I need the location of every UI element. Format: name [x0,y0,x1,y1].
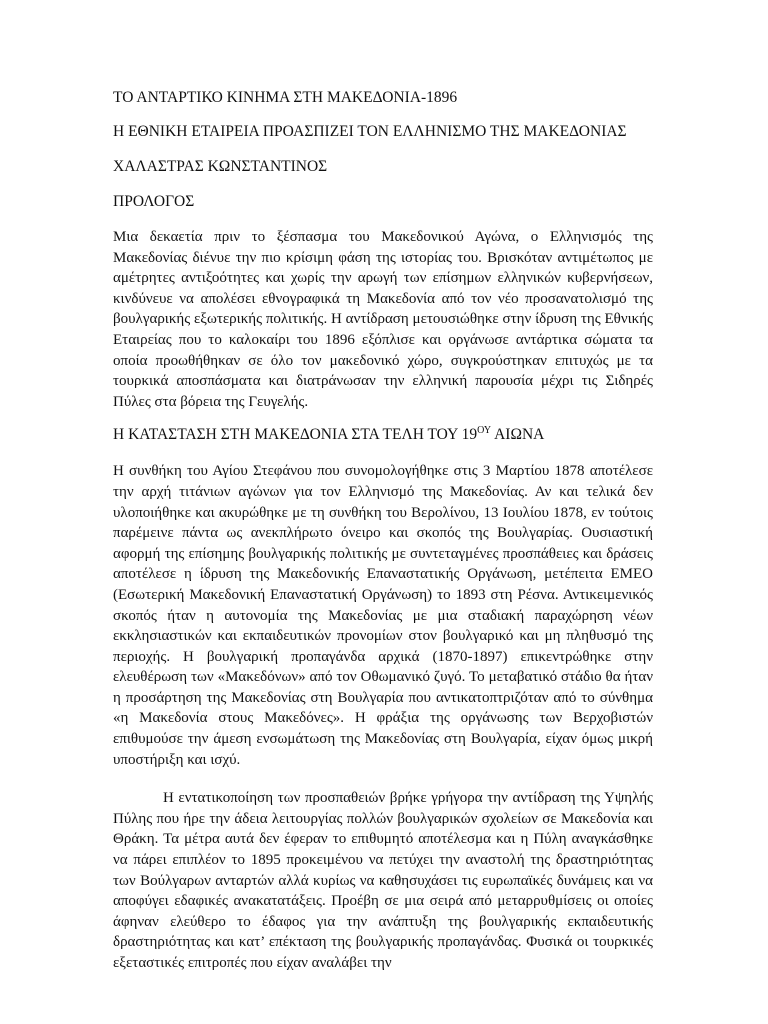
body-paragraph-1: Η συνθήκη του Αγίου Στεφάνου που συνομολογήθηκε στις 3 Μαρτίου 1878 αποτέλεσε την αρχή τιτάνιων αγώνων για τον Ελληνισμό της Μακεδονίας. Αν και τελικά δεν υλοποιήθηκε και ακυρώθηκε με τη συνθήκη του Βερολίνου, 13 Ιουλίου 1878, εν τούτοις παρέμεινε πάντα ως ανεκπλήρωτο όνειρο και σκοπός της Βουλγαρίας. Ουσιαστική αφορμή της επίσημης βουλγαρικής πολιτικής με συντεταγμένες προσπάθειες και δράσεις αποτέλεσε η ίδρυση της Μακεδονικής Επαναστατικής Οργάνωση, μετέπειτα ΕΜΕΟ (Εσωτερική Μακεδονική Επαναστατική Οργάνωση) το 1893 στη Ρέσνα. Αντικειμενικός σκοπός ήταν η αυτονομία της Μακεδονίας με μια σταδιακή παραχώρηση νέων εκκλησιαστικών και εκπαιδευτικών προνομίων στον βουλγαρικό και μη πληθυσμό της περιοχής. Η βουλγαρική προπαγάνδα αρχικά (1870-1897) επικεντρώθηκε στην ελευθέρωση των «Μακεδόνων» από τον Οθωμανικό ζυγό. Το μεταβατικό στάδιο θα ήταν η προσάρτηση της Μακεδονίας στη Βουλγαρία που αντικατοπτριζόταν από το σύνθημα «η Μακεδονία στους Μακεδόνες». Η φράξια της οργάνωσης των Βερχοβιστών επιθυμούσε την άμεση ενσωμάτωση της Μακεδονίας στη Βουλγαρία, είχαν όμως μικρή υποστήριξη και ισχύ. [113,463,653,768]
body-paragraph-2: Η εντατικοποίηση των προσπαθειών βρήκε γρήγορα την αντίδραση της Υψηλής Πύλης που ήρε την άδεια λειτουργίας πολλών βουλγαρικών σχολείων σε Μακεδονία και Θράκη. Τα μέτρα αυτά δεν έφεραν το επιθυμητό αποτέλεσμα και η Πύλη αναγκάσθηκε να πάρει επιπλέον το 1895 προκειμένου να πετύχει την αναστολή της δραστηριότητας των Βούλγαρων ανταρτών αλλά κυρίως να καθησυχάσει τις ευρωπαϊκές δυνάμεις και να αποφύγει εδαφικές ανακατατάξεις. Προέβη σε μια σειρά από μεταρρυθμίσεις οι οποίες άφηναν ελεύθερο το έδαφος για την ανάπτυξη της βουλγαρικής εκπαιδευτικής δραστηριότητας και κατ’ επέκταση της βουλγαρικής προπαγάνδας. Φυσικά οι τουρκικές εξεταστικές επιτροπές που είχαν αναλάβει την [113,790,653,971]
document-author: ΧΑΛΑΣΤΡΑΣ ΚΩΝΣΤΑΝΤΙΝΟΣ [113,158,328,175]
document-subtitle: Η ΕΘΝΙΚΗ ΕΤΑΙΡΕΙΑ ΠΡΟΑΣΠΙΖΕΙ ΤΟΝ ΕΛΛΗΝΙΣΜΟ ΤΗΣ ΜΑΚΕΔΟΝΙΑΣ [113,123,627,140]
section-heading [113,425,653,445]
prologue-heading: ΠΡΟΛΟΓΟΣ [113,193,195,210]
prologue-paragraph: Μια δεκαετία πριν το ξέσπασμα του Μακεδονικού Αγώνα, ο Ελληνισμός της Μακεδονίας διένυε την πιο κρίσιμη φάση της ιστορίας του. Βρισκόταν αντιμέτωπος με αμέτρητες αντιξοότητες και χωρίς την αρωγή των επίσημων ελληνικών κυβερνήσεων, κινδύνευε να απολέσει εθνογραφικά τη Μακεδονία από τον νέο προσανατολισμό της βουλγαρικής εξωτερικής πολιτικής. Η αντίδραση μετουσιώθηκε στην ίδρυση της Εθνικής Εταιρείας που το καλοκαίρι του 1896 εξόπλισε και οργάνωσε αντάρτικα σώματα τα οποία προωθήθηκαν σε όλο τον μακεδονικό χώρο, συγκρούστηκαν επιτυχώς με τα τουρκικά αποσπάσματα και διατράνωσαν την ελληνική παρουσία μέχρι τις Σιδηρές Πύλες στα βόρεια της Γευγελής. [113,229,653,410]
section-heading-end: ΑΙΩΝΑ [491,426,545,444]
document-title: ΤΟ ΑΝΤΑΡΤΙΚΟ ΚΙΝΗΜΑ ΣΤΗ ΜΑΚΕΔΟΝΙΑ-1896 [113,89,458,106]
document-body [113,88,653,974]
section-heading-main: Η ΚΑΤΑΣΤΑΣΗ ΣΤΗ ΜΑΚΕΔΟΝΙΑ ΣΤΑ ΤΕΛΗ ΤΟΥ 19 [113,426,478,444]
section-heading-superscript: ΟΥ [477,425,492,437]
